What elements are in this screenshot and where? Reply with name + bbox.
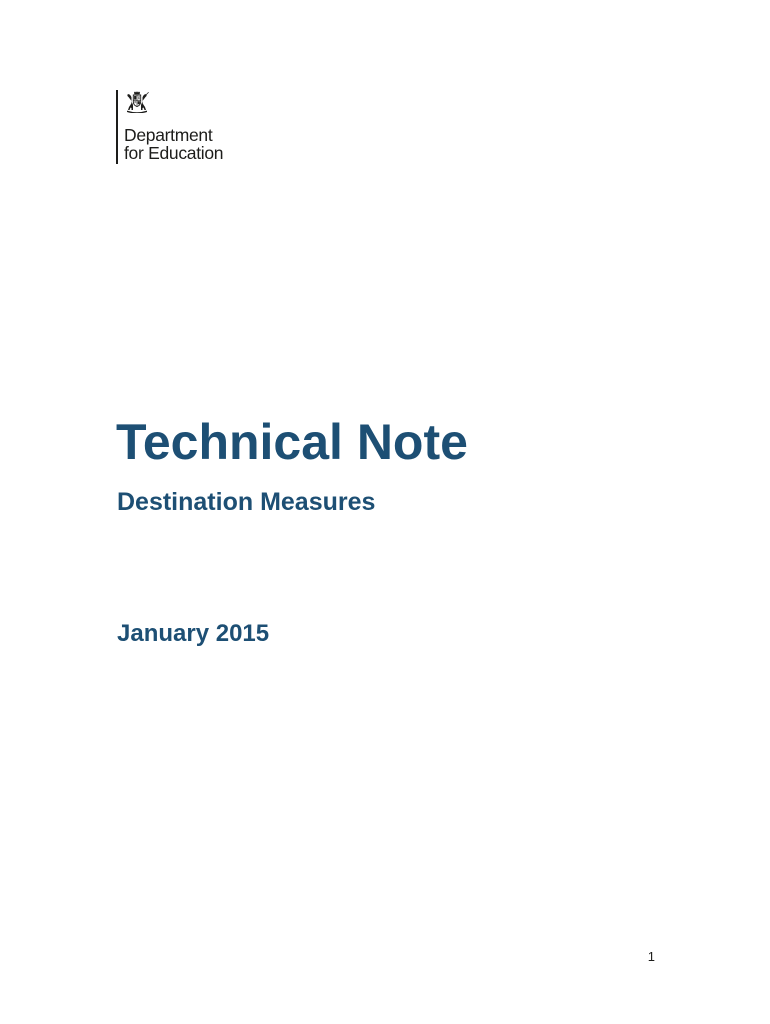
department-name	[124, 126, 223, 162]
publication-date: January 2015	[117, 620, 270, 647]
department-name-line1: Department	[124, 125, 213, 145]
royal-crest-icon	[125, 91, 149, 113]
department-name-line2: for Education	[124, 143, 224, 163]
logo-divider	[116, 90, 118, 164]
page-number: 1	[647, 949, 655, 964]
document-subtitle: Destination Measures	[117, 488, 376, 516]
document-title: Technical Note	[116, 414, 468, 470]
